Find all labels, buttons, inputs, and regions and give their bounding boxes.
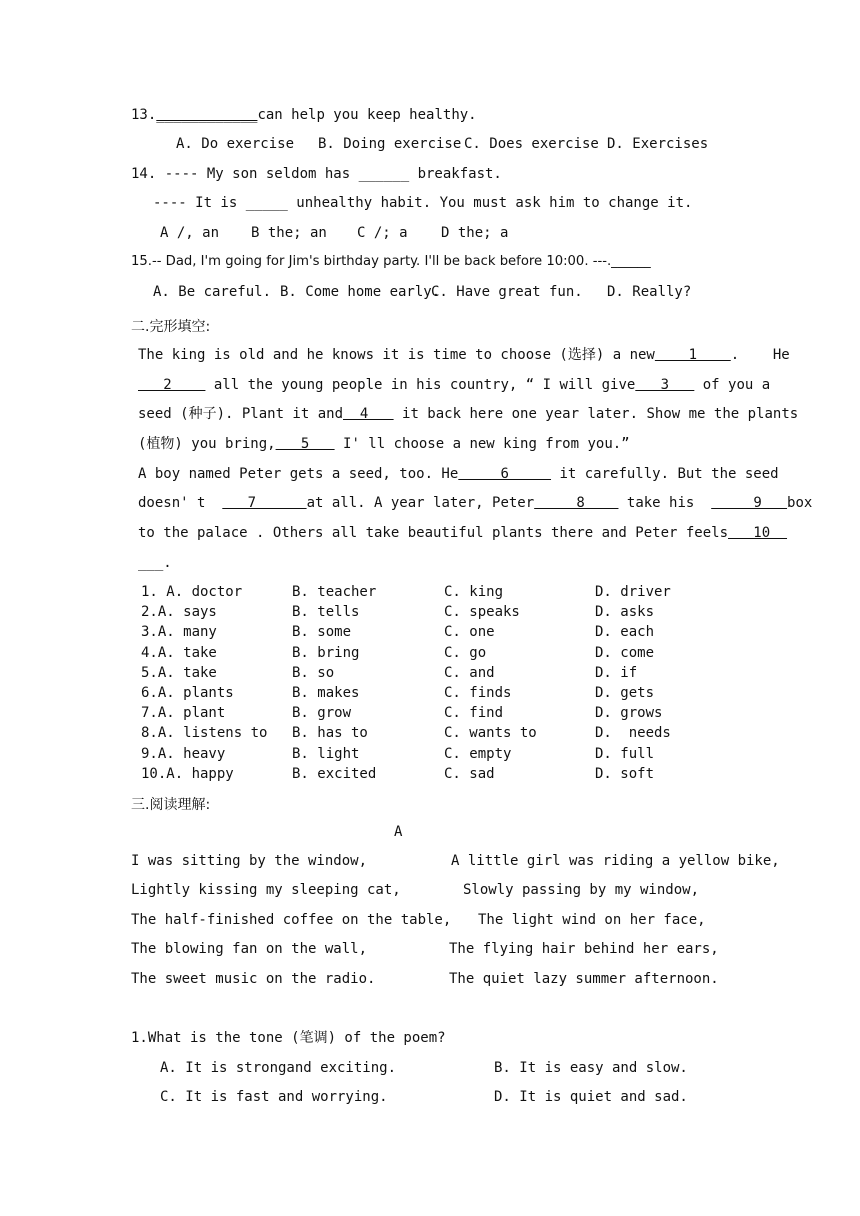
- poem-right-line: A little girl was riding a yellow bike,: [451, 853, 780, 869]
- cloze-choice: 4.A. take: [141, 644, 217, 661]
- reading-q1-option-d: D. It is quiet and sad.: [494, 1089, 688, 1105]
- poem-left-line: The half-finished coffee on the table,: [131, 912, 452, 928]
- cloze-choice: D. come: [595, 644, 655, 661]
- cloze-text: to the palace . Others all take beautiful plants there and Peter feels: [138, 525, 729, 541]
- q15-option-d: D. Really?: [607, 284, 692, 300]
- q15-option-c: C. Have great fun.: [431, 284, 583, 300]
- cloze-choice: D. driver: [595, 584, 671, 600]
- q13-option-a: A. Do exercise: [176, 136, 295, 152]
- cloze-line-1: [138, 346, 790, 364]
- cloze-blank-5: 5: [275, 436, 335, 452]
- cloze-choice: 1. A. doctor: [141, 584, 243, 600]
- q14-option-a: A /, an: [160, 225, 220, 241]
- cloze-choice: 6.A. plants: [141, 685, 234, 701]
- q13-option-c: C. Does exercise: [464, 136, 599, 152]
- q14-option-b: B the; an: [251, 225, 327, 241]
- cloze-choice: B. has to: [292, 725, 368, 742]
- poem-left-line: The blowing fan on the wall,: [131, 941, 368, 957]
- q14-line1: 14. ---- My son seldom has ______ breakfast.: [131, 166, 502, 182]
- reading-question-1: 1.What is the tone (笔调) of the poem?: [131, 1030, 446, 1046]
- section2-heading: 二.完形填空:: [131, 319, 211, 335]
- cloze-text: I' ll choose a new king from you.”: [334, 436, 630, 452]
- cloze-blank-7: 7: [222, 495, 307, 511]
- q14-line2: ---- It is _____ unhealthy habit. You must ask him to change it.: [153, 195, 693, 211]
- cloze-choice: 2.A. says: [141, 604, 217, 621]
- q13-option-d: D. Exercises: [607, 136, 709, 152]
- cloze-choice: C. go: [444, 644, 487, 661]
- cloze-choice: D. soft: [595, 765, 655, 782]
- cloze-choice: 10.A. happy: [141, 765, 234, 782]
- cloze-choice: 5.A. take: [141, 664, 217, 681]
- cloze-choice: C. wants to: [444, 725, 537, 742]
- cloze-text: all the young people in his country, “ I will give: [205, 377, 636, 393]
- cloze-choice: C. find: [444, 705, 504, 722]
- cloze-choice: B. excited: [292, 765, 377, 782]
- poem-left-line: The sweet music on the radio.: [131, 971, 376, 987]
- cloze-blank-4: 4: [343, 406, 394, 422]
- cloze-text: doesn' t: [138, 495, 223, 511]
- cloze-blank-6: 6: [458, 466, 552, 482]
- cloze-choice: C. speaks: [444, 604, 520, 621]
- cloze-text: box: [787, 495, 813, 511]
- cloze-text: it carefully. But the seed: [551, 466, 779, 482]
- cloze-blank-10-tail: ___.: [138, 555, 172, 571]
- cloze-text: seed (种子). Plant it and: [138, 406, 344, 422]
- cloze-line-6: [138, 494, 812, 512]
- reading-q1-option-b: B. It is easy and slow.: [494, 1060, 688, 1076]
- cloze-choice: B. some: [292, 624, 352, 641]
- poem-right-line: Slowly passing by my window,: [463, 882, 700, 898]
- q14-option-c: C /; a: [357, 225, 408, 241]
- cloze-blank-9: 9: [711, 495, 788, 511]
- q13-stem: can help you keep healthy.: [257, 107, 477, 123]
- q15-option-a: A. Be careful.: [153, 284, 272, 300]
- cloze-choice: B. so: [292, 664, 335, 681]
- cloze-text: . He: [730, 347, 790, 363]
- cloze-choice: 3.A. many: [141, 624, 217, 641]
- cloze-choice: D. grows: [595, 705, 663, 722]
- cloze-choice: B. light: [292, 745, 360, 762]
- cloze-choice: C. sad: [444, 765, 495, 782]
- cloze-choice: 8.A. listens to: [141, 725, 268, 742]
- cloze-blank-8: 8: [534, 495, 619, 511]
- q15-option-b: B. Come home early.: [280, 284, 441, 300]
- cloze-choice: 9.A. heavy: [141, 745, 226, 762]
- section3-heading: 三.阅读理解:: [131, 797, 211, 813]
- cloze-choice: C. one: [444, 624, 495, 641]
- cloze-blank-10: 10: [728, 525, 788, 541]
- cloze-blank-3: 3: [635, 377, 695, 393]
- cloze-choice: B. teacher: [292, 584, 377, 600]
- poem-right-line: The quiet lazy summer afternoon.: [449, 971, 719, 987]
- cloze-choice: D. needs: [595, 725, 671, 742]
- cloze-text: of you a: [694, 377, 771, 393]
- cloze-text: it back here one year later. Show me the plants: [393, 406, 799, 422]
- cloze-choice: B. makes: [292, 685, 360, 701]
- cloze-choice: C. and: [444, 664, 495, 681]
- reading-q1-option-c: C. It is fast and worrying.: [160, 1089, 388, 1105]
- poem-right-line: The flying hair behind her ears,: [449, 941, 719, 957]
- cloze-choice: D. gets: [595, 685, 655, 701]
- cloze-line-5: [138, 465, 779, 483]
- q13-line: 13.____________can help you keep healthy.: [131, 107, 477, 123]
- poem-left-line: I was sitting by the window,: [131, 853, 368, 869]
- cloze-choice: D. each: [595, 624, 655, 641]
- cloze-text: A boy named Peter gets a seed, too. He: [138, 466, 459, 482]
- q15-line1: 15.-- Dad, I'm going for Jim's birthday party. I'll be back before 10:00. ---.______: [131, 254, 651, 269]
- poem-left-line: Lightly kissing my sleeping cat,: [131, 882, 401, 898]
- cloze-text: at all. A year later, Peter: [306, 495, 535, 511]
- cloze-text: The king is old and he knows it is time to choose (选择) a new: [138, 347, 655, 363]
- cloze-line-7: [138, 524, 787, 542]
- cloze-blank-1: 1: [654, 347, 731, 363]
- cloze-choice: D. full: [595, 745, 655, 762]
- cloze-choice: C. king: [444, 584, 504, 600]
- cloze-choice: B. grow: [292, 705, 352, 722]
- passage-title: A: [394, 824, 403, 840]
- cloze-choice: B. bring: [292, 644, 360, 661]
- q13-blank: ____________: [156, 107, 258, 123]
- cloze-text: (植物) you bring,: [138, 436, 276, 452]
- cloze-choice: B. tells: [292, 604, 360, 621]
- cloze-line-4: [138, 435, 630, 453]
- poem-right-line: The light wind on her face,: [478, 912, 706, 928]
- cloze-text: take his: [618, 495, 712, 511]
- cloze-choice: C. empty: [444, 745, 512, 762]
- q13-option-b: B. Doing exercise: [318, 136, 462, 152]
- cloze-choice: 7.A. plant: [141, 705, 226, 722]
- cloze-line-8: [138, 554, 172, 572]
- reading-q1-option-a: A. It is strongand exciting.: [160, 1060, 397, 1076]
- cloze-choice: C. finds: [444, 685, 512, 701]
- cloze-choice: D. asks: [595, 604, 655, 621]
- cloze-line-3: [138, 405, 798, 423]
- cloze-choice: D. if: [595, 664, 638, 681]
- cloze-blank-2: 2: [138, 377, 206, 393]
- cloze-line-2: [138, 376, 770, 394]
- q14-option-d: D the; a: [441, 225, 509, 241]
